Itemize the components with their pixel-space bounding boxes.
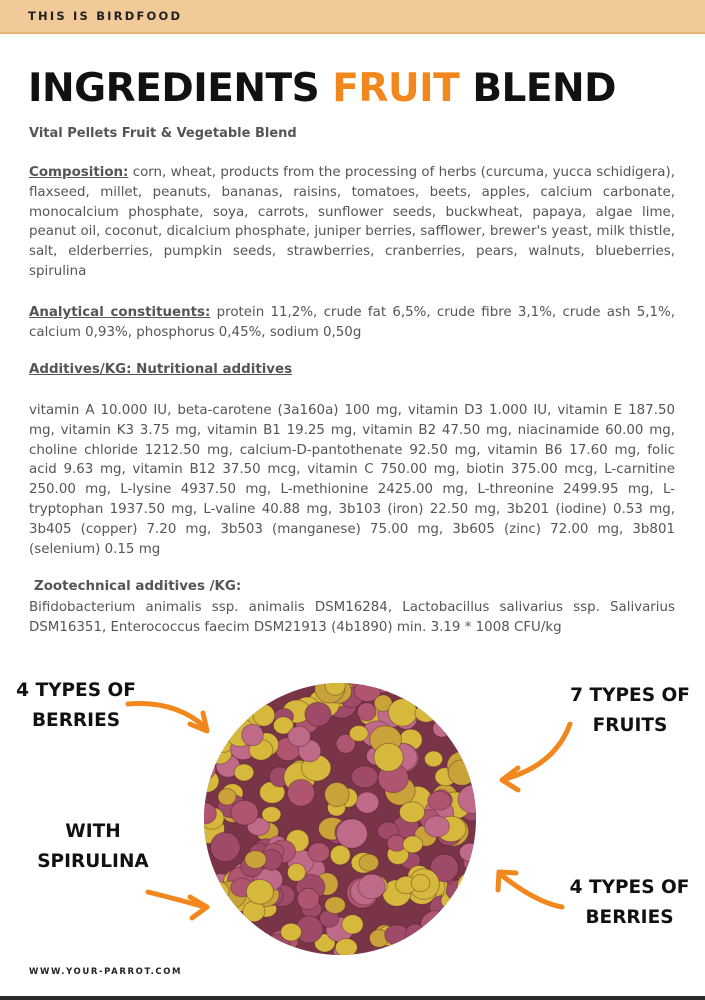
callout-line: BERRIES [585, 907, 674, 928]
pellet [305, 702, 331, 726]
pellet [234, 764, 254, 781]
title-part-2: BLEND [459, 66, 617, 111]
pellet [439, 702, 467, 728]
pellet [269, 683, 293, 695]
title-part-1: INGREDIENTS [28, 66, 333, 111]
pellets-photo [204, 683, 476, 955]
analytical-text: protein 11,2%, crude fat 6,5%, crude fibre 3,1%, crude ash 5,1%, calcium 0,93%, phosphorus 0,45%, sodium 0,50g [29, 305, 676, 340]
callout-berries-top-left [12, 676, 140, 736]
pellet [444, 719, 465, 738]
pellet [325, 897, 346, 914]
pellet [453, 699, 476, 723]
pellet [335, 939, 357, 956]
callout-line: FRUITS [592, 715, 668, 736]
composition-label: Composition: [29, 165, 129, 180]
pellet [308, 843, 330, 862]
pellet [231, 800, 258, 825]
pellet [221, 711, 239, 728]
pellet [351, 766, 378, 788]
pellet [415, 704, 437, 722]
pellet [433, 720, 451, 737]
pellet [402, 934, 429, 955]
pellet [466, 683, 476, 695]
pellet [281, 923, 302, 941]
pellet [246, 880, 273, 905]
pellet [216, 693, 237, 711]
pellet [262, 807, 281, 823]
pellet [204, 881, 229, 902]
pellet [358, 874, 385, 899]
top-band [0, 0, 705, 34]
pellet [455, 683, 476, 696]
composition-paragraph [29, 163, 675, 282]
arrow-icon [498, 872, 562, 907]
pellet [421, 911, 450, 939]
pellet [388, 699, 417, 727]
pellet [222, 683, 242, 697]
pellet [386, 683, 407, 696]
pellet [399, 802, 424, 823]
pellet [330, 845, 350, 865]
pellet [204, 708, 219, 728]
pellet [459, 843, 476, 861]
pellet [356, 792, 379, 813]
brand-label: THIS IS BIRDFOOD [28, 9, 183, 23]
pellet [425, 751, 443, 767]
callout-fruits-top-right [560, 681, 700, 741]
pellet [223, 683, 252, 699]
pellet [462, 746, 476, 764]
callout-line: WITH [65, 821, 121, 842]
pellet [443, 683, 473, 707]
zootechnical-text: Bifidobacterium animalis ssp. animalis DSM16284, Lactobacillus salivarius ssp. Salivarius DSM16351, Enterococcus faecim DSM21913 (4b1890) min. 3.19 * 1008 CFU/kg [29, 600, 675, 635]
pellet [406, 924, 425, 942]
pellet [448, 760, 476, 785]
pellet [336, 819, 367, 848]
pellet [342, 915, 363, 934]
pellet [452, 921, 476, 950]
pellet [461, 683, 476, 693]
footer-url: WWW.YOUR-PARROT.COM [29, 967, 183, 977]
callout-line: 4 TYPES OF [569, 877, 690, 898]
pellet [374, 743, 403, 771]
callout-line: SPIRULINA [37, 851, 149, 872]
callout-berries-bottom-right [562, 873, 697, 933]
pellet [411, 875, 430, 892]
pellet [288, 726, 311, 746]
pellet [235, 683, 262, 694]
pellet [210, 832, 240, 861]
pellet [234, 938, 253, 955]
pellet [204, 683, 230, 707]
pellet [405, 683, 434, 700]
analytical-paragraph [29, 303, 675, 343]
pellet [325, 782, 350, 806]
pellet [211, 684, 241, 714]
pellet [449, 715, 471, 734]
zootechnical-heading: Zootechnical additives /KG: [34, 579, 242, 594]
pellet [457, 872, 476, 901]
additives-heading: Additives/KG: Nutritional additives [29, 362, 293, 377]
page-title [28, 66, 688, 111]
callout-line: 4 TYPES OF [16, 680, 136, 701]
nutritional-additives-text: vitamin A 10.000 IU, beta-carotene (3a160a) 100 mg, vitamin D3 1.000 IU, vitamin E 187.50 mg, vitamin K3 3.75 mg, vitamin B1 19.25 mg, vitamin B2 47.50 mg, niacinamide 60.00 mg, choline chloride 1212.50 mg, calcium-D-pantothenate 92.50 mg, vitamin B6 17.60 mg, folic acid 9.63 mg, vitamin B12 37.50 mcg, vitamin C 750.00 mg, biotin 375.00 mcg, L-carnitine 250.00 mg, L-lysine 4937.50 mg, L-methionine 2425.00 mg, L-threonine 2499.95 mg, L-tryptophan 1937.50 mg, L-valine 40.88 mg, 3b103 (iron) 22.50 mg, 3b201 (iodine) 0.53 mg, 3b405 (copper) 7.20 mg, 3b503 (manganese) 75.00 mg, 3b605 (zinc) 72.00 mg, 3b801 (selenium) 0.15 mg [29, 403, 675, 557]
pellet [204, 683, 228, 704]
arrow-icon [148, 892, 207, 918]
pellet [428, 791, 451, 810]
callout-spirulina-left [28, 817, 158, 877]
pellet [357, 703, 376, 721]
title-accent: FRUIT [332, 66, 460, 111]
bottom-border [0, 996, 705, 1000]
pellet [349, 726, 368, 742]
pellet [408, 944, 428, 955]
pellet [287, 780, 314, 807]
pellet [218, 789, 236, 806]
pellet [359, 854, 379, 871]
pellet [217, 685, 241, 707]
callout-line: 7 TYPES OF [570, 685, 690, 706]
pellet [424, 816, 449, 837]
pellet [242, 724, 264, 746]
pellet [245, 851, 267, 869]
analytical-label: Analytical constituents: [29, 305, 211, 320]
pellet [297, 888, 319, 909]
composition-text: corn, wheat, products from the processing of herbs (curcuma, yucca schidigera), flaxseed, millet, peanuts, bananas, raisins, tomatoes, beets, apples, calcium carbonate, monocalcium phosphate, soya, carrots, sunflower seeds, buckwheat, papaya, algae lime, peanut oil, coconut, dicalcium phosphate, juniper berries, safflower, brewer's yeast, milk thistle, salt, elderberries, pumpkin seeds, strawberries, cranberries, pears, walnuts, blueberries, spirulina [29, 165, 675, 279]
pellet [403, 836, 423, 853]
product-subtitle: Vital Pellets Fruit & Vegetable Blend [29, 126, 297, 141]
pellets-illustration [204, 683, 476, 955]
pellet [287, 864, 305, 882]
pellet [253, 704, 275, 726]
pellet [449, 698, 472, 717]
callout-line: BERRIES [31, 710, 121, 731]
